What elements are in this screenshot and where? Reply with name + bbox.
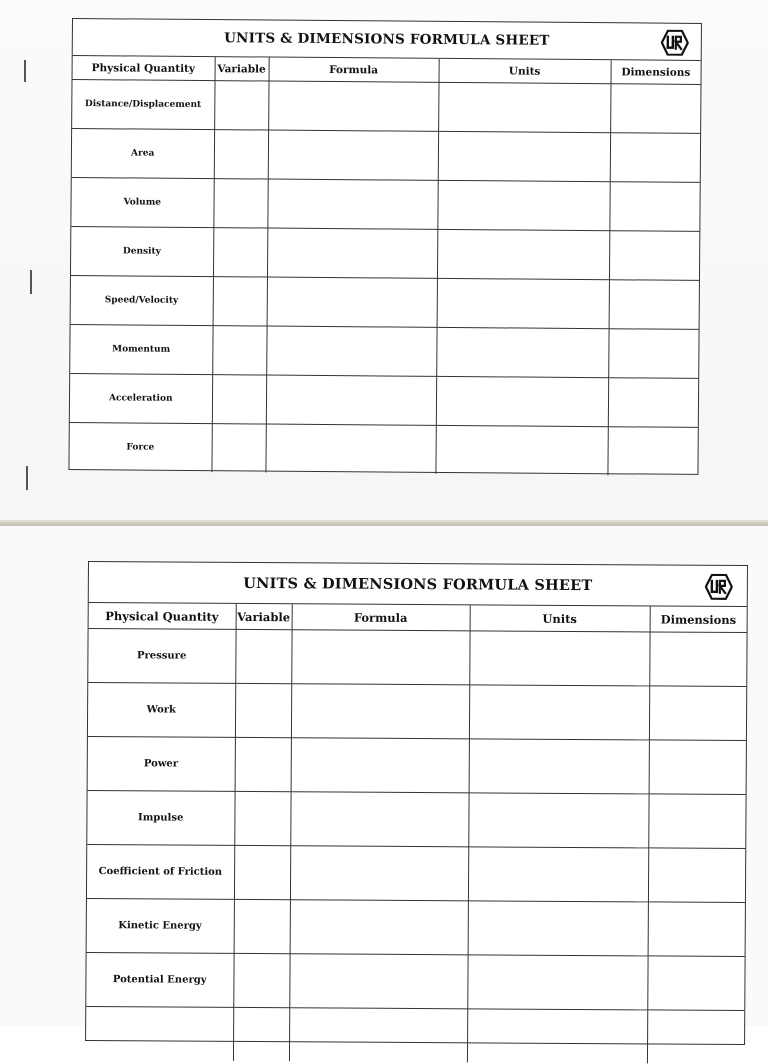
column-header-variable: Variable (215, 57, 269, 81)
margin-mark (26, 466, 28, 490)
quantity-cell: Pressure (88, 629, 235, 684)
variable-cell (212, 326, 266, 375)
dimensions-cell (648, 902, 745, 957)
units-cell (469, 631, 649, 686)
table-row (71, 178, 699, 232)
units-cell (469, 685, 649, 740)
column-header-variable: Variable (236, 604, 292, 630)
table-row (71, 227, 699, 281)
variable-cell (234, 791, 290, 845)
table-row (69, 422, 697, 475)
formula-table-2 (85, 561, 748, 1045)
dimensions-cell (609, 280, 699, 330)
brand-logo-icon (661, 30, 689, 56)
table-row (87, 898, 745, 956)
units-cell (437, 278, 609, 328)
dimensions-cell (610, 133, 700, 183)
formula-cell (289, 954, 467, 1009)
quantity-cell: Impulse (87, 791, 234, 846)
column-header-physical-quantity: Physical Quantity (89, 603, 236, 629)
variable-cell (234, 899, 290, 953)
quantity-cell: Speed/Velocity (71, 275, 213, 325)
formula-cell (290, 792, 468, 847)
formula-cell (267, 179, 437, 229)
quantity-cell: Area (72, 129, 214, 179)
formula-table (69, 56, 700, 476)
header-row (89, 603, 747, 633)
units-cell (438, 131, 610, 181)
variable-cell (233, 953, 289, 1007)
paper-sheet-top (0, 0, 768, 522)
variable-cell (235, 683, 291, 737)
units-cell (468, 793, 648, 848)
units-cell (438, 82, 610, 132)
column-header-formula: Formula (292, 604, 470, 631)
quantity-cell: Coefficient of Friction (87, 845, 234, 900)
table-row (88, 683, 746, 741)
dimensions-cell (609, 182, 699, 232)
brand-logo-icon (705, 574, 733, 600)
units-cell (467, 1009, 647, 1064)
quantity-cell: Kinetic Energy (87, 898, 234, 953)
column-header-formula: Formula (269, 58, 439, 83)
table-row (70, 373, 698, 427)
units-cell (436, 376, 608, 426)
formula-cell (268, 81, 438, 131)
column-header-units: Units (470, 605, 650, 632)
column-header-dimensions: Dimensions (611, 60, 701, 84)
dimensions-cell (608, 329, 698, 379)
dimensions-cell (649, 740, 746, 795)
units-cell (469, 739, 649, 794)
table-title: UNITS & DIMENSIONS FORMULA SHEET (224, 30, 550, 49)
dimensions-cell (608, 378, 698, 428)
variable-cell (214, 130, 268, 179)
formula-cell (267, 277, 437, 327)
units-cell (437, 180, 609, 230)
margin-mark (24, 60, 26, 82)
quantity-cell: Momentum (70, 324, 212, 374)
formula-cell (266, 375, 436, 425)
dimensions-cell (648, 848, 745, 903)
quantity-cell: Distance/Displacement (72, 80, 214, 130)
formula-cell (291, 630, 469, 685)
dimensions-cell (647, 1010, 744, 1064)
column-header-dimensions: Dimensions (650, 606, 747, 632)
table-row (71, 275, 699, 329)
quantity-cell: Density (71, 227, 213, 277)
dimensions-cell (610, 84, 700, 134)
variable-cell (213, 228, 267, 277)
dimensions-cell (609, 231, 699, 281)
units-cell (467, 955, 647, 1010)
formula-cell (265, 424, 435, 474)
variable-cell (212, 375, 266, 424)
units-cell (468, 901, 648, 956)
formula-table (86, 603, 747, 1064)
variable-cell (234, 845, 290, 899)
table-row (72, 80, 700, 134)
variable-cell (211, 424, 265, 473)
table-row (88, 737, 746, 795)
formula-cell (290, 846, 468, 901)
variable-cell (235, 737, 291, 791)
quantity-cell: Potential Energy (86, 952, 233, 1007)
formula-cell (289, 1008, 467, 1063)
units-cell (436, 327, 608, 377)
quantity-cell: Acceleration (70, 373, 212, 423)
variable-cell (235, 629, 291, 683)
table-row (70, 324, 698, 378)
dimensions-cell (648, 794, 745, 849)
dimensions-cell (607, 427, 697, 476)
table-row (88, 629, 746, 687)
formula-table-1 (68, 18, 702, 475)
formula-cell (267, 228, 437, 278)
table-title-row (89, 562, 747, 607)
units-cell (468, 847, 648, 902)
dimensions-cell (649, 686, 746, 741)
table-row (87, 791, 745, 849)
units-cell (437, 229, 609, 279)
quantity-cell: Work (88, 683, 235, 738)
dimensions-cell (647, 956, 744, 1011)
quantity-cell: Force (69, 422, 211, 472)
quantity-cell (86, 1006, 233, 1060)
column-header-physical-quantity: Physical Quantity (73, 56, 215, 81)
column-header-units: Units (439, 59, 611, 84)
formula-cell (290, 900, 468, 955)
table-row (72, 129, 700, 183)
quantity-cell: Power (88, 737, 235, 792)
variable-cell (213, 277, 267, 326)
table-title-row (73, 19, 701, 61)
variable-cell (213, 179, 267, 228)
table-row (87, 845, 745, 903)
quantity-cell: Volume (71, 178, 213, 228)
units-cell (435, 425, 607, 475)
table-title: UNITS & DIMENSIONS FORMULA SHEET (243, 574, 593, 595)
margin-mark (30, 270, 32, 294)
formula-cell (291, 738, 469, 793)
dimensions-cell (649, 632, 746, 687)
formula-cell (291, 684, 469, 739)
formula-cell (268, 130, 438, 180)
variable-cell (214, 81, 268, 130)
table-row (86, 1006, 744, 1064)
formula-cell (266, 326, 436, 376)
table-row (86, 952, 744, 1010)
variable-cell (233, 1007, 289, 1061)
